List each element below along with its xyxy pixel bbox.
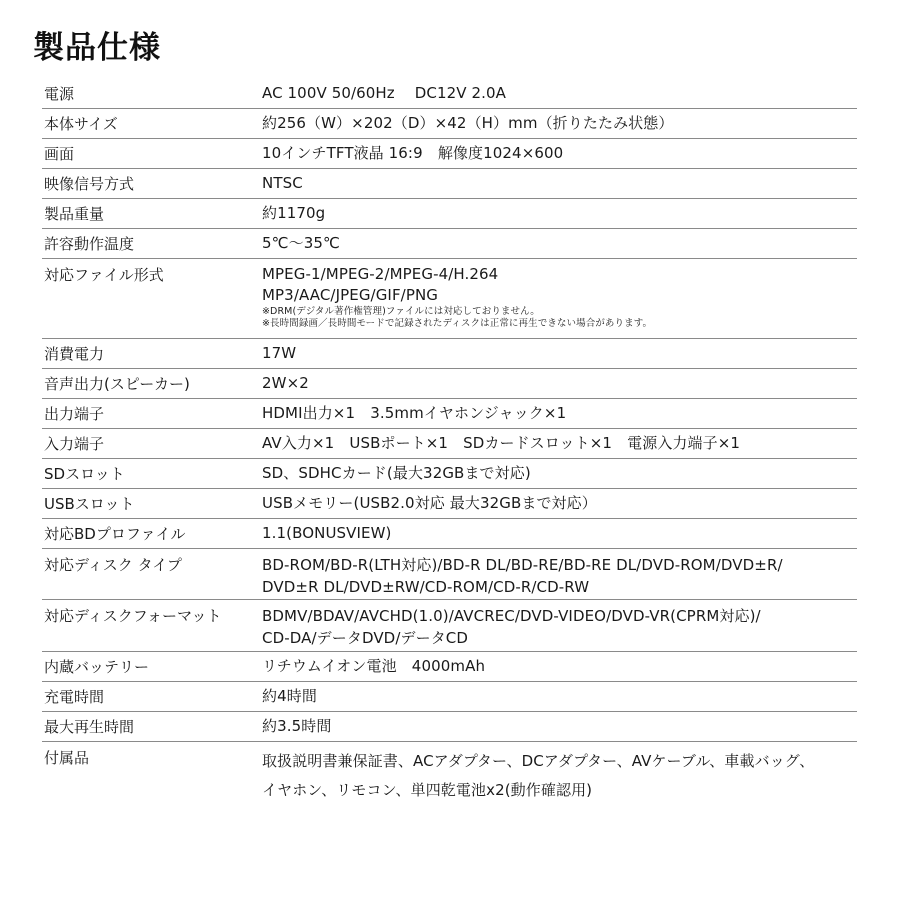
- spec-value-line: BD-ROM/BD-R(LTH対応)/BD-R DL/BD-RE/BD-RE DL/DVD-ROM/DVD±R/: [262, 556, 783, 574]
- spec-value: [262, 742, 857, 808]
- spec-label: 対応ファイル形式: [44, 266, 164, 284]
- spec-value: [262, 369, 857, 398]
- spec-value: [262, 712, 857, 741]
- spec-label: 本体サイズ: [44, 115, 118, 133]
- spec-row-temperature: [42, 229, 857, 259]
- spec-value-line: 17W: [262, 344, 297, 362]
- spec-label: 音声出力(スピーカー): [44, 375, 190, 393]
- spec-row-weight: [42, 199, 857, 229]
- spec-value: [262, 399, 857, 428]
- spec-label: 内蔵バッテリー: [44, 658, 150, 676]
- spec-label: 製品重量: [44, 205, 105, 223]
- spec-table: [42, 79, 857, 808]
- spec-row-disc-types: [42, 549, 857, 600]
- spec-label: 映像信号方式: [44, 175, 135, 193]
- spec-value: [262, 652, 857, 681]
- spec-label: 画面: [44, 145, 75, 163]
- spec-value: [262, 489, 857, 518]
- spec-value: [262, 339, 857, 368]
- spec-label: 付属品: [44, 749, 90, 767]
- spec-row-speaker-output: [42, 369, 857, 399]
- spec-note: ※長時間録画／長時間モードで記録されたディスクは正常に再生できない場合があります。: [262, 318, 653, 329]
- spec-value-line: MP3/AAC/JPEG/GIF/PNG: [262, 286, 439, 304]
- spec-label: 対応ディスク タイプ: [44, 556, 182, 574]
- spec-label: 電源: [44, 85, 75, 103]
- spec-value: [262, 109, 857, 138]
- spec-value-line: 5℃～35℃: [262, 234, 340, 252]
- spec-value: [262, 459, 857, 488]
- spec-label: 許容動作温度: [44, 235, 135, 253]
- spec-value-line: 2W×2: [262, 374, 309, 392]
- spec-value-line: イヤホン、リモコン、単四乾電池x2(動作確認用): [262, 781, 593, 799]
- spec-value: [262, 429, 857, 458]
- spec-value: [262, 682, 857, 711]
- spec-value-line: 取扱説明書兼保証書、ACアダプター、DCアダプター、AVケーブル、車載バッグ、: [262, 752, 815, 770]
- spec-value: [262, 199, 857, 228]
- spec-row-screen: [42, 139, 857, 169]
- spec-value-line: 約1170g: [262, 204, 326, 222]
- spec-label: USBスロット: [44, 495, 135, 513]
- spec-row-battery: [42, 652, 857, 682]
- spec-value: [262, 139, 857, 168]
- spec-value-line: USBメモリー(USB2.0対応 最大32GBまで対応）: [262, 494, 597, 512]
- spec-row-power: [42, 79, 857, 109]
- spec-row-sd-slot: [42, 459, 857, 489]
- spec-value: [262, 519, 857, 548]
- spec-row-power-consumption: [42, 339, 857, 369]
- spec-value: [262, 259, 857, 338]
- spec-value-line: MPEG-1/MPEG-2/MPEG-4/H.264: [262, 265, 499, 283]
- spec-row-video-signal: [42, 169, 857, 199]
- spec-value-line: 10インチTFT液晶 16:9 解像度1024×600: [262, 144, 564, 162]
- spec-note: ※DRM(デジタル著作権管理)ファイルには対応しておりません。: [262, 306, 540, 317]
- spec-value-line: 1.1(BONUSVIEW): [262, 524, 392, 542]
- spec-value: [262, 229, 857, 258]
- spec-row-input-ports: [42, 429, 857, 459]
- spec-row-disc-formats: [42, 600, 857, 652]
- spec-label: 最大再生時間: [44, 718, 135, 736]
- spec-value-line: 約256（W）×202（D）×42（H）mm（折りたたみ状態）: [262, 114, 674, 132]
- spec-label: 出力端子: [44, 405, 105, 423]
- spec-row-file-formats: [42, 259, 857, 339]
- spec-value: [262, 79, 857, 108]
- spec-value: [262, 169, 857, 198]
- spec-value-line: DVD±R DL/DVD±RW/CD-ROM/CD-R/CD-RW: [262, 578, 590, 596]
- spec-row-output-ports: [42, 399, 857, 429]
- spec-value: [262, 600, 857, 651]
- spec-row-size: [42, 109, 857, 139]
- spec-label: 対応BDプロファイル: [44, 525, 186, 543]
- spec-value-line: リチウムイオン電池 4000mAh: [262, 657, 486, 675]
- spec-row-bd-profile: [42, 519, 857, 549]
- spec-value-line: 約3.5時間: [262, 717, 332, 735]
- spec-row-accessories: [42, 742, 857, 808]
- spec-row-usb-slot: [42, 489, 857, 519]
- spec-label: 対応ディスクフォーマット: [44, 607, 222, 625]
- page-title: 製品仕様: [33, 30, 161, 66]
- spec-value-line: BDMV/BDAV/AVCHD(1.0)/AVCREC/DVD-VIDEO/DVD-VR(CPRM対応)/: [262, 607, 761, 625]
- spec-label: 消費電力: [44, 345, 105, 363]
- spec-value-line: NTSC: [262, 174, 303, 192]
- spec-row-play-time: [42, 712, 857, 742]
- spec-value-line: CD-DA/データDVD/データCD: [262, 629, 469, 647]
- spec-value-line: HDMI出力×1 3.5mmイヤホンジャック×1: [262, 404, 567, 422]
- spec-label: SDスロット: [44, 465, 125, 483]
- spec-value-line: AV入力×1 USBポート×1 SDカードスロット×1 電源入力端子×1: [262, 434, 741, 452]
- spec-label: 入力端子: [44, 435, 105, 453]
- spec-value-line: AC 100V 50/60Hz DC12V 2.0A: [262, 84, 507, 102]
- spec-value-line: 約4時間: [262, 687, 317, 705]
- spec-row-charge-time: [42, 682, 857, 712]
- spec-label: 充電時間: [44, 688, 105, 706]
- spec-value-line: SD、SDHCカード(最大32GBまで対応): [262, 464, 531, 482]
- spec-value: [262, 549, 857, 599]
